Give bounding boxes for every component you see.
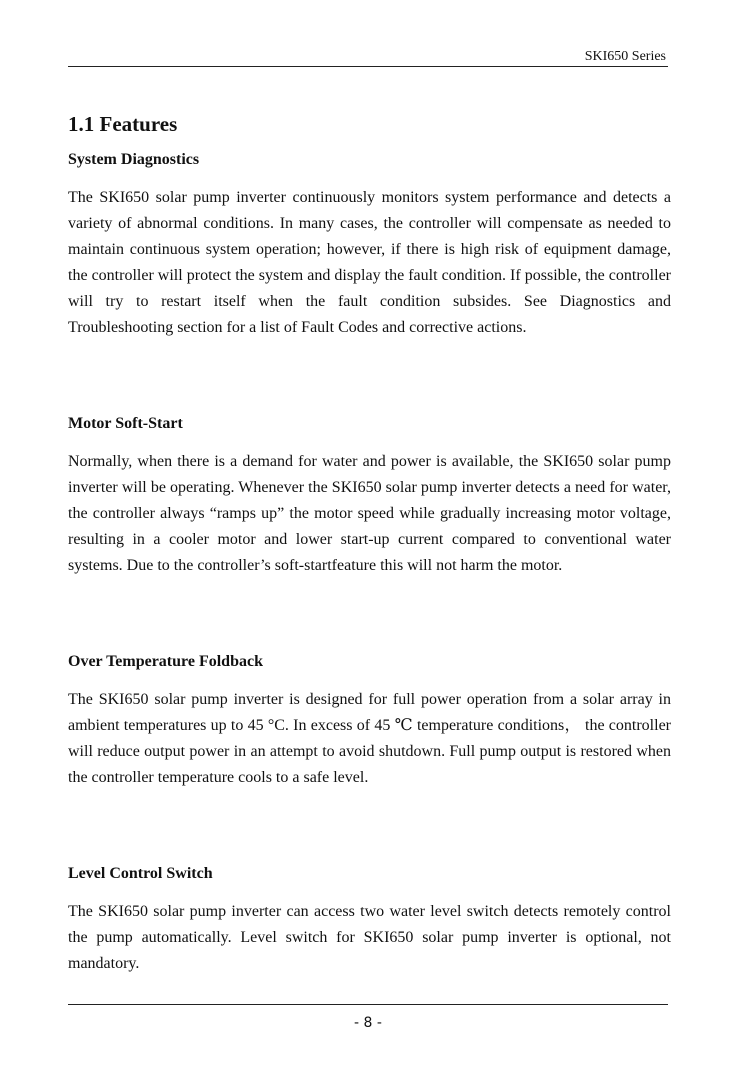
paragraph-motor-soft-start: Normally, when there is a demand for water and power is available, the SKI650 solar pump inverter will be operating. Whenever the SKI650 solar pump inverter detects a need for water, the controller always “ramps up” the motor speed while gradually increasing motor voltage, resulting in a cooler motor and lower start-up current compared to conventional water systems. Due to the controller’s soft-startfeature this will not harm the motor. [68, 453, 671, 574]
heading-motor-soft-start: Motor Soft-Start [68, 415, 183, 432]
heading-over-temperature-foldback: Over Temperature Foldback [68, 653, 263, 670]
header-rule [68, 66, 668, 67]
heading-system-diagnostics: System Diagnostics [68, 151, 200, 168]
heading-level-control-switch: Level Control Switch [68, 865, 213, 882]
paragraph-system-diagnostics: The SKI650 solar pump inverter continuously monitors system performance and detects a variety of abnormal conditions. In many cases, the controller will compensate as needed to maintain continuous system operation; however, if there is high risk of equipment damage, the controller will protect the system and display the fault condition. If possible, the controller will try to restart itself when the fault condition subsides. See Diagnostics and Troubleshooting section for a list of Fault Codes and corrective actions. [68, 189, 671, 336]
page-number: - 8 - [354, 1015, 382, 1031]
footer-rule [68, 1004, 668, 1005]
paragraph-level-control-switch: The SKI650 solar pump inverter can access two water level switch detects remotely control the pump automatically. Level switch for SKI650 solar pump inverter is optional, not mandatory. [68, 903, 671, 972]
running-header: SKI650 Series [584, 49, 666, 64]
paragraph-over-temperature-foldback: The SKI650 solar pump inverter is designed for full power operation from a solar array in ambient temperatures up to 45 °C. In excess of 45 ℃ temperature conditions， the controller will reduce output power in an attempt to avoid shutdown. Full pump output is restored when the controller temperature cools to a safe level. [68, 691, 672, 786]
section-title: 1.1 Features [68, 112, 178, 136]
